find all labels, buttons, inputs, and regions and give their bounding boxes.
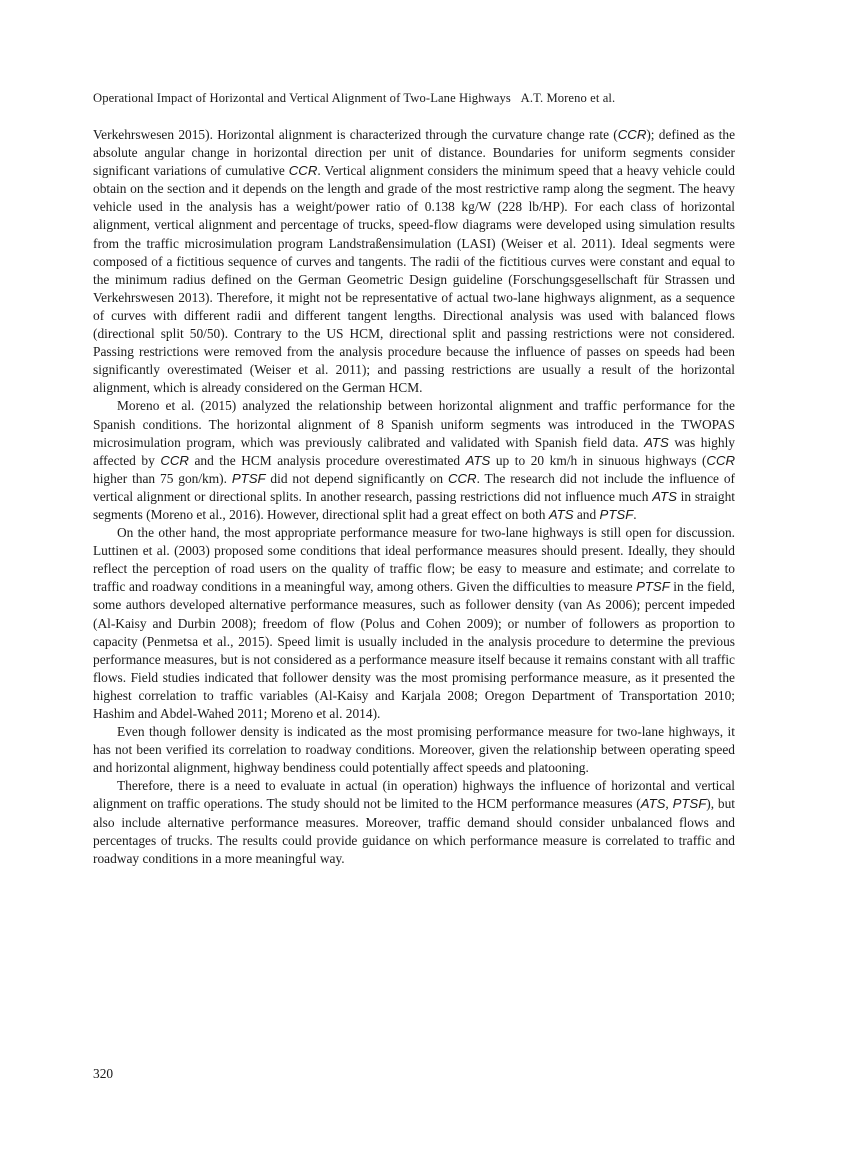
running-authors: A.T. Moreno et al. — [520, 91, 616, 105]
variable-ats: ATS — [640, 796, 666, 812]
paragraph-2: Moreno et al. (2015) analyzed the relationship between horizontal alignment and traffic performance for the Spanish conditions. The horizontal alignment of 8 Spanish uniform segments was introduced in the TWOPAS microsimulation program, which was previously calibrated and validated with Spanish field data. ATS was highly affected by CCR and the HCM analysis procedure overestimated ATS up to 20 km/h in sinuous highways (CCR higher than 75 gon/km). PTSF did not depend significantly on CCR. The research did not include the influence of vertical alignment or directional splits. In another research, passing restrictions did not influence much ATS in straight segments (Moreno et al., 2016). However, directional split had a great effect on both ATS and PTSF. — [93, 398, 736, 522]
variable-ptsf: PTSF — [599, 506, 634, 522]
paragraph-3: On the other hand, the most appropriate performance measure for two-lane highways is still open for discussion. Luttinen et al. (2003) proposed some conditions that ideal performance measures should present. Ideally, they should reflect the perception of road users on the quality of traffic flow; be easy to measure and estimate; and correlate to traffic and roadway conditions in a meaningful way, among others. Given the difficulties to measure PTSF in the field, some authors developed alternative performance measures, such as follower density (van As 2006); percent impeded (Al-Kaisy and Durbin 2008); freedom of flow (Polus and Cohen 2009); or number of followers as proportion to capacity (Penmetsa et al., 2015). Speed limit is usually included in the analysis procedure to determine the previous performance measures, but is not considered as a performance measure itself because it remains constant with all traffic flows. Field studies indicated that follower density was the most promising performance measure, as it presented the highest correlation to traffic variables (Al-Kaisy and Karjala 2008; Oregon Department of Transportation 2010; Hashim and Abdel-Wahed 2011; Moreno et al. 2014). — [93, 525, 735, 721]
variable-ats: ATS — [465, 452, 491, 468]
body-text — [93, 126, 735, 868]
running-title: Operational Impact of Horizontal and Vertical Alignment of Two-Lane Highways — [93, 91, 511, 105]
variable-ats: ATS — [548, 506, 574, 522]
variable-ptsf: PTSF — [636, 579, 670, 595]
variable-ptsf: PTSF — [231, 470, 266, 486]
variable-ccr: CCR — [617, 127, 647, 142]
paragraph-1: Verkehrswesen 2015). Horizontal alignment is characterized through the curvature change rate (CCR); defined as the absolute angular change in horizontal direction per unit of distance. Boundaries for uniform segments consider significant variations of cumulative CCR. Vertical alignment considers the minimum speed that a heavy vehicle could obtain on the section and it depends on the length and grade of the most restrictive ramp along the segment. The heavy vehicle used in the analysis has a weight/power ratio of 0.138 kg/W (228 lb/HP). For each class of horizontal alignment, vertical alignment and percentage of trucks, speed-flow diagrams were developed using simulation results from the traffic microsimulation program Landstraßensimulation (LASI) (Weiser et al. 2011). Ideal segments were composed of a fictitious sequence of curves and tangents. The radii of the fictitious curves were constant and equal to the minimum radius defined on the German Geometric Design guideline (Forschungsgesellschaft für Strassen und Verkehrswesen 2013). Therefore, it might not be representative of actual two-lane highways alignment, as a sequence of curves with different radii and different tangent lengths. Directional analysis was used with balanced flows (directional split 50/50). Contrary to the US HCM, directional split and passing restrictions were not considered. Passing restrictions were removed from the analysis procedure because the influence of passes on speeds had been significantly overestimated (Weiser et al. 2011); and passing restrictions are usually a result of the horizontal alignment, which is already considered on the German HCM. — [93, 127, 736, 396]
variable-ats: ATS — [644, 434, 669, 450]
variable-ccr: CCR — [288, 163, 318, 179]
variable-ptsf: PTSF — [672, 796, 707, 812]
variable-ccr: CCR — [447, 470, 477, 486]
paragraph-5: Therefore, there is a need to evaluate in actual (in operation) highways the influence of horizontal and vertical alignment on traffic operations. The study should not be limited to the HCM performance measures (ATS, PTSF), but also include alternative performance measures. Moreover, traffic demand should consider unbalanced flows and percentages of trucks. The results could provide guidance on which performance measure is correlated to traffic and roadway conditions in a more meaningful way. — [93, 778, 735, 866]
paragraph-4: Even though follower density is indicated as the most promising performance measure for two-lane highways, it has not been verified its correlation to roadway conditions. Moreover, given the relationship between operating speed and horizontal alignment, highway bendiness could potentially affect speeds and platooning. — [93, 724, 735, 776]
variable-ccr: CCR — [706, 452, 735, 468]
variable-ats: ATS — [652, 488, 677, 504]
variable-ccr: CCR — [160, 452, 189, 468]
running-header — [93, 91, 737, 106]
page-number: 320 — [93, 1066, 114, 1081]
